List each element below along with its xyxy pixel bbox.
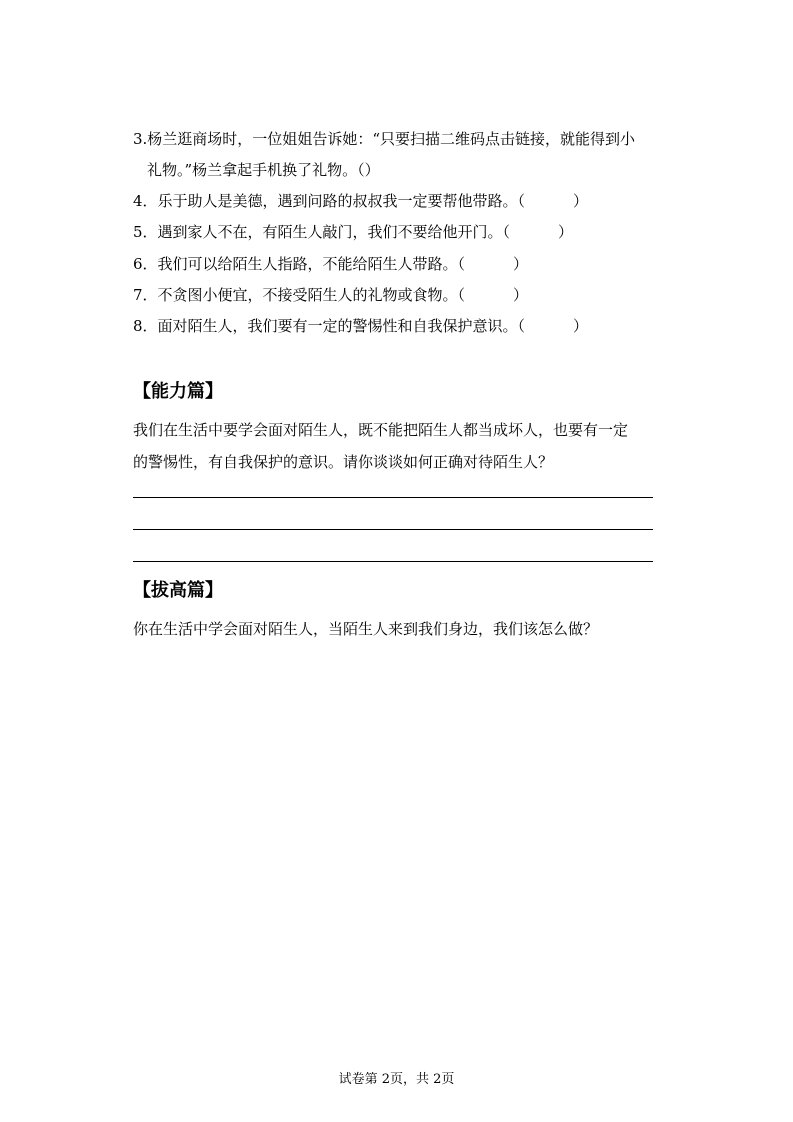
question-3-line-2 [147, 160, 380, 180]
advanced-section-heading: 【拔高篇】 [133, 580, 223, 601]
question-5 [133, 222, 573, 242]
close-paren: ） [573, 192, 589, 210]
close-paren: ） [513, 255, 529, 273]
question-7-text: 7．不贪图小便宜，不接受陌生人的礼物或食物。（ [133, 286, 466, 304]
question-4-text: 4．乐于助人是美德，遇到问路的叔叔我一定要帮他带路。（ [133, 192, 526, 210]
question-4 [133, 191, 588, 211]
close-paren: ） [513, 286, 529, 304]
close-paren: ） [558, 223, 574, 241]
close-paren: ） [573, 317, 589, 335]
question-3-line-1: 3.杨兰逛商场时，一位姐姐告诉她：“只要扫描二维码点击链接，就能得到小 [133, 130, 635, 148]
advanced-prompt: 你在生活中学会面对陌生人，当陌生人来到我们身边，我们该怎么做？ [133, 620, 599, 638]
question-5-text: 5．遇到家人不在，有陌生人敲门，我们不要给他开门。（ [133, 223, 511, 241]
question-6 [133, 254, 528, 274]
close-paren: ） [364, 161, 380, 179]
answer-line[interactable] [133, 529, 653, 530]
question-6-text: 6．我们可以给陌生人指路，不能给陌生人带路。（ [133, 255, 466, 273]
ability-prompt-line-2: 的警惕性，有自我保护的意识。请你谈谈如何正确对待陌生人？ [133, 453, 554, 471]
answer-line[interactable] [133, 561, 653, 562]
question-3-text: 礼物。”杨兰拿起手机换了礼物。（ [147, 161, 365, 179]
question-8 [133, 316, 588, 336]
answer-line[interactable] [133, 497, 653, 498]
ability-section-heading: 【能力篇】 [133, 381, 223, 402]
ability-prompt-line-1: 我们在生活中要学会面对陌生人，既不能把陌生人都当成坏人，也要有一定 [133, 421, 629, 439]
page-footer: 试卷第 2页，共 2页 [338, 1072, 455, 1087]
question-8-text: 8．面对陌生人，我们要有一定的警惕性和自我保护意识。（ [133, 317, 526, 335]
question-7 [133, 285, 528, 305]
